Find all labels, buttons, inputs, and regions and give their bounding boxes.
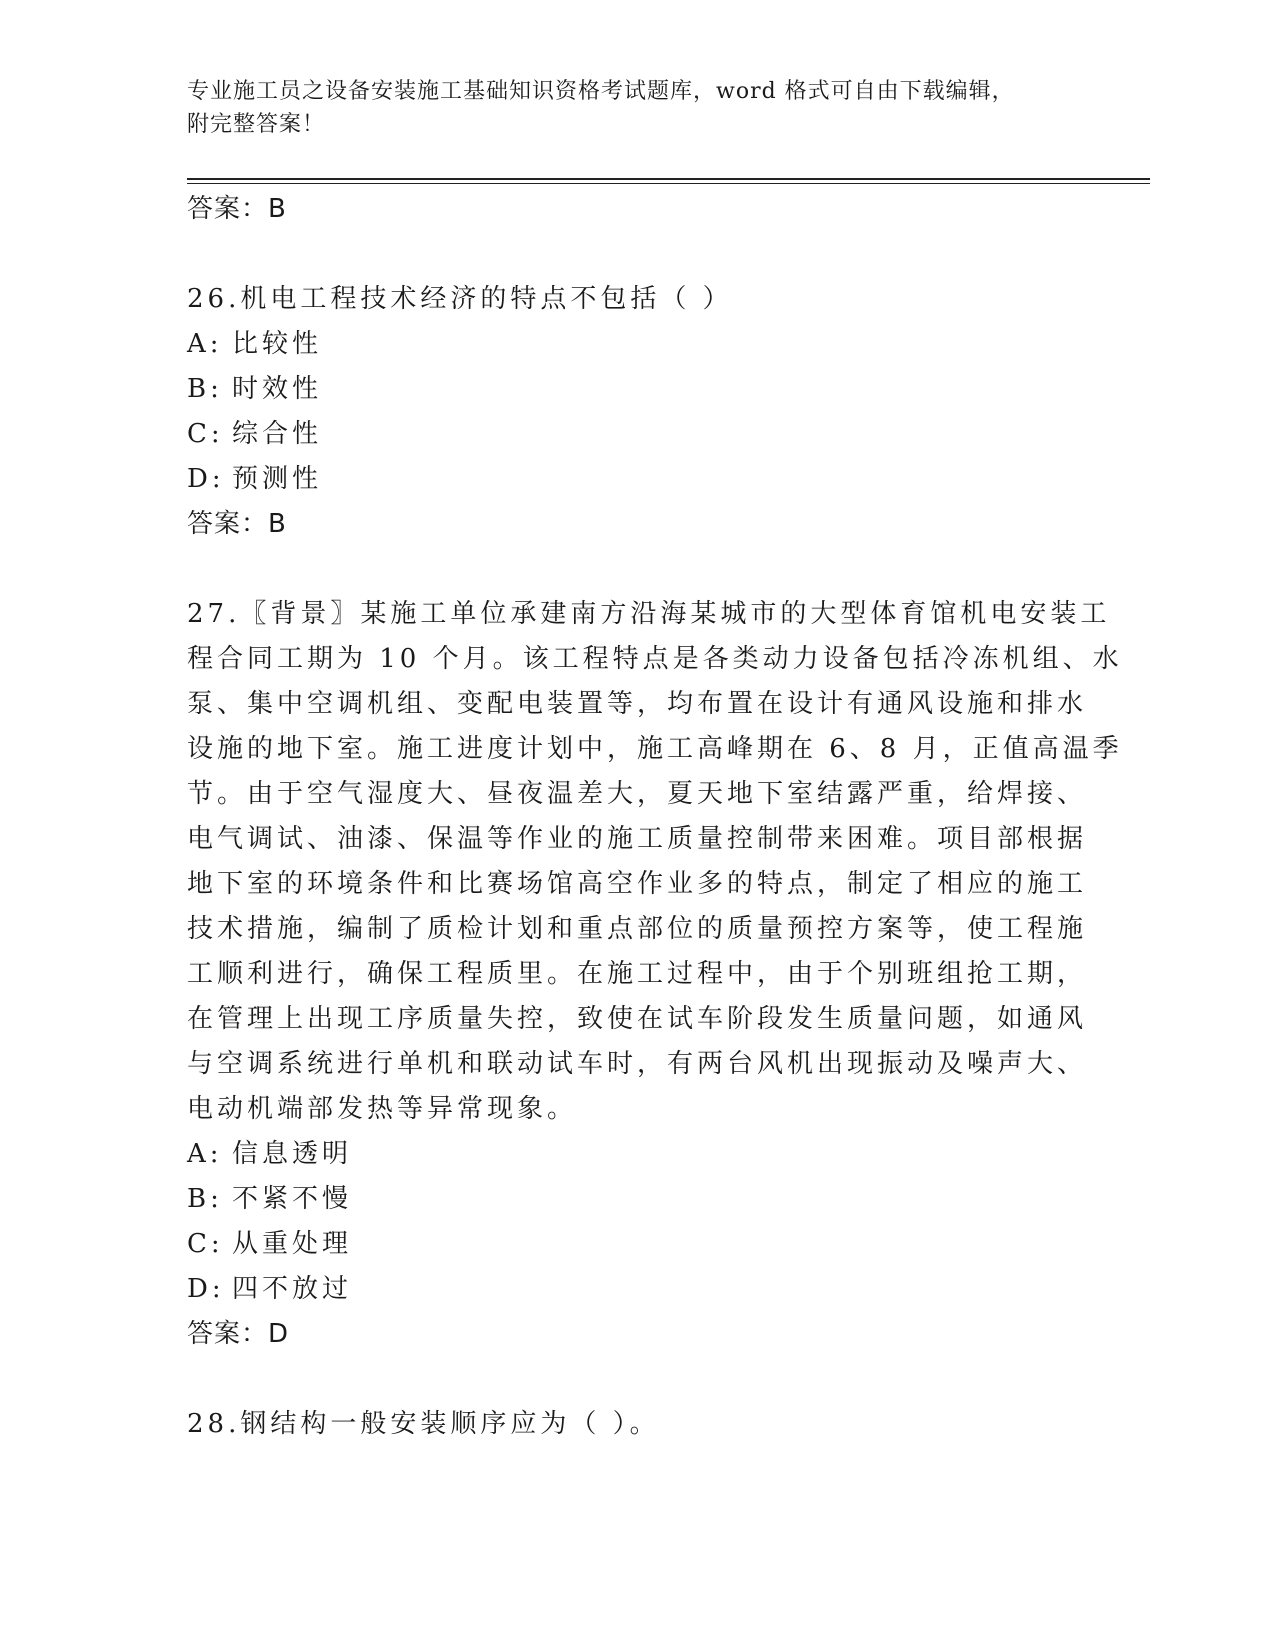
q27-stem-line: 地下室的环境条件和比赛场馆高空作业多的特点，制定了相应的施工	[187, 869, 1088, 899]
q27-stem-line: 27.〖背景〗某施工单位承建南方沿海某城市的大型体育馆机电安装工	[187, 599, 1111, 629]
option-text: 信息透明	[232, 1139, 353, 1169]
q27-stem-line: 节。由于空气湿度大、昼夜温差大，夏天地下室结露严重，给焊接、	[187, 779, 1088, 809]
option-text: 不紧不慢	[232, 1184, 353, 1214]
q26-stem: 26.机电工程技术经济的特点不包括（ ）	[187, 284, 733, 314]
option-key: A:	[187, 1139, 223, 1169]
q27-stem-line: 程合同工期为 10 个月。该工程特点是各类动力设备包括冷冻机组、水	[187, 644, 1123, 674]
option-text: 时效性	[232, 374, 323, 404]
spacer	[187, 232, 1087, 277]
document-body	[187, 187, 1123, 1447]
question-28	[187, 1402, 1087, 1447]
option-text: 预测性	[232, 464, 323, 494]
q27-stem-line: 泵、集中空调机组、变配电装置等，均布置在设计有通风设施和排水	[187, 689, 1088, 719]
q26-option-a	[187, 322, 1087, 367]
option-text: 综合性	[232, 419, 323, 449]
option-key: D:	[187, 1274, 225, 1304]
q27-option-c	[187, 1222, 1087, 1267]
q27-stem-line: 电动机端部发热等异常现象。	[187, 1094, 578, 1124]
q26-option-b	[187, 367, 1087, 412]
q26-option-c	[187, 412, 1087, 457]
q26-answer: 答案：B	[187, 509, 287, 539]
header-line-1: 专业施工员之设备安装施工基础知识资格考试题库，word 格式可自由下载编辑，	[187, 79, 1015, 104]
option-text: 比较性	[232, 329, 323, 359]
q27-stem-line: 工顺利进行，确保工程质里。在施工过程中，由于个别班组抢工期，	[187, 959, 1088, 989]
document-header	[187, 75, 1087, 141]
q26-option-d	[187, 457, 1087, 502]
option-key: A:	[187, 329, 223, 359]
q27-stem-line: 与空调系统进行单机和联动试车时，有两台风机出现振动及噪声大、	[187, 1049, 1088, 1079]
question-27	[187, 592, 1123, 1357]
header-divider-thick	[187, 178, 1150, 180]
q28-stem: 28.钢结构一般安装顺序应为（ ）。	[187, 1409, 660, 1439]
q27-stem-line: 电气调试、油漆、保温等作业的施工质量控制带来困难。项目部根据	[187, 824, 1088, 854]
q27-option-a	[187, 1132, 1087, 1177]
option-key: C:	[187, 1229, 224, 1259]
option-text: 四不放过	[232, 1274, 353, 1304]
option-text: 从重处理	[232, 1229, 353, 1259]
q27-stem-line: 设施的地下室。施工进度计划中，施工高峰期在 6、8 月，正值高温季	[187, 734, 1123, 764]
header-line-2: 附完整答案！	[187, 112, 326, 137]
spacer	[187, 1357, 1087, 1402]
option-key: B:	[187, 1184, 223, 1214]
option-key: D:	[187, 464, 225, 494]
option-key: B:	[187, 374, 223, 404]
spacer	[187, 547, 1087, 592]
q27-answer: 答案：D	[187, 1319, 290, 1349]
option-key: C:	[187, 419, 224, 449]
q27-stem-line: 技术措施，编制了质检计划和重点部位的质量预控方案等，使工程施	[187, 914, 1088, 944]
q27-option-b	[187, 1177, 1087, 1222]
q25-answer: 答案：B	[187, 194, 287, 224]
question-26	[187, 277, 1087, 547]
header-divider-thin	[187, 183, 1150, 184]
q27-option-d	[187, 1267, 1087, 1312]
q27-stem-line: 在管理上出现工序质量失控，致使在试车阶段发生质量问题，如通风	[187, 1004, 1088, 1034]
